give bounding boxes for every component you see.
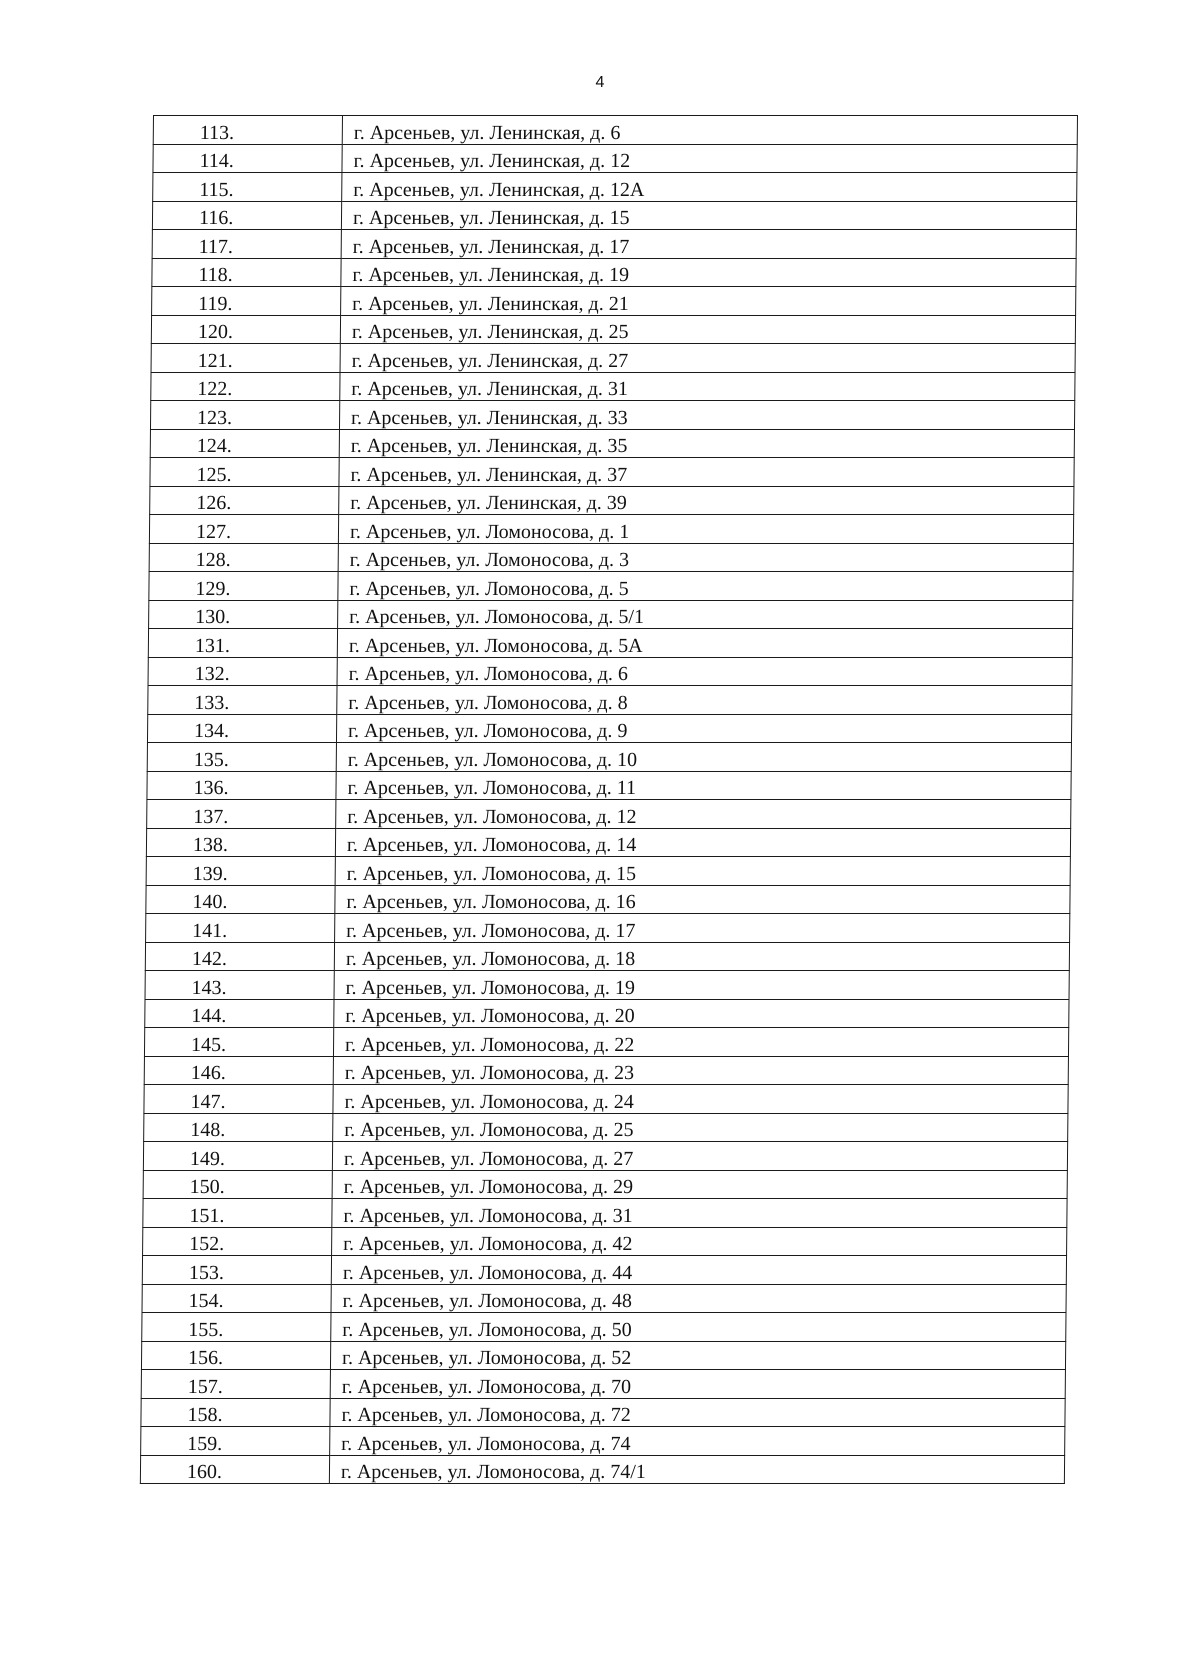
table-row — [145, 971, 1069, 1000]
address-text: г. Арсеньев, ул. Ломоносова, д. 24 — [344, 1090, 634, 1113]
row-number: 120. — [197, 321, 234, 343]
row-number: 134. — [193, 720, 230, 742]
table-row — [142, 1313, 1066, 1342]
row-number-cell — [149, 543, 338, 572]
row-number: 137. — [193, 805, 229, 828]
row-number-cell — [149, 572, 338, 601]
address-text: г. Арсеньев, ул. Ленинская, д. 6 — [353, 121, 621, 144]
table-row — [145, 942, 1069, 971]
address-text: г. Арсеньев, ул. Ломоносова, д. 10 — [347, 748, 638, 771]
address-text: г. Арсеньев, ул. Ленинская, д. 12А — [353, 178, 645, 201]
row-number: 129. — [195, 577, 231, 600]
row-number-cell — [153, 116, 342, 145]
table-row — [145, 999, 1069, 1028]
row-number: 145. — [190, 1033, 227, 1056]
row-number: 158. — [187, 1404, 223, 1426]
table-row — [148, 686, 1072, 715]
address-cell — [338, 600, 1073, 629]
row-number: 141. — [192, 919, 228, 942]
row-number-cell — [145, 971, 334, 1000]
address-cell — [342, 116, 1077, 145]
row-number-cell — [146, 914, 335, 943]
address-cell — [336, 800, 1071, 829]
address-cell — [334, 942, 1069, 971]
table-row — [144, 1028, 1068, 1057]
table-row — [143, 1142, 1067, 1171]
address-text: г. Арсеньев, ул. Ленинская, д. 12 — [353, 150, 631, 172]
row-number: 131. — [194, 634, 231, 657]
row-number: 147. — [190, 1090, 226, 1113]
address-text: г. Арсеньев, ул. Ломоносова, д. 19 — [345, 976, 636, 999]
row-number: 155. — [188, 1318, 224, 1341]
address-text: г. Арсеньев, ул. Ломоносова, д. 52 — [341, 1347, 632, 1369]
address-text: г. Арсеньев, ул. Ломоносова, д. 3 — [349, 549, 630, 571]
address-cell — [341, 201, 1076, 230]
table-row — [146, 857, 1070, 886]
address-cell — [341, 258, 1076, 287]
row-number: 115. — [199, 178, 234, 201]
row-number: 139. — [192, 862, 228, 885]
address-text: г. Арсеньев, ул. Ломоносова, д. 9 — [347, 720, 628, 742]
row-number-cell — [148, 629, 337, 658]
table-row — [142, 1284, 1066, 1313]
address-text: г. Арсеньев, ул. Ломоносова, д. 16 — [346, 891, 636, 913]
row-number: 113. — [199, 121, 235, 144]
address-cell — [342, 144, 1077, 173]
address-text: г. Арсеньев, ул. Ломоносова, д. 18 — [345, 948, 636, 970]
address-cell — [340, 372, 1075, 401]
address-text: г. Арсеньев, ул. Ломоносова, д. 74 — [341, 1432, 631, 1455]
row-number: 132. — [194, 663, 230, 685]
row-number-cell — [142, 1313, 331, 1342]
address-text: г. Арсеньев, ул. Ломоносова, д. 22 — [344, 1033, 635, 1056]
table-row — [152, 230, 1076, 259]
table-row — [150, 458, 1074, 487]
row-number: 146. — [190, 1062, 226, 1084]
row-number: 124. — [196, 435, 232, 457]
row-number-cell — [150, 486, 339, 515]
address-cell — [339, 429, 1074, 458]
address-cell — [331, 1256, 1066, 1285]
address-text: г. Арсеньев, ул. Ломоносова, д. 11 — [347, 777, 637, 799]
address-cell — [332, 1142, 1067, 1171]
table-row — [147, 714, 1071, 743]
address-text: г. Арсеньев, ул. Ломоносова, д. 25 — [344, 1119, 634, 1141]
row-number-cell — [144, 1085, 333, 1114]
address-cell — [340, 344, 1075, 373]
address-cell — [337, 629, 1072, 658]
address-text: г. Арсеньев, ул. Ломоносова, д. 12 — [347, 805, 637, 828]
row-number: 121. — [197, 349, 233, 372]
table-row — [143, 1199, 1067, 1228]
address-text: г. Арсеньев, ул. Ленинская, д. 39 — [350, 492, 627, 514]
row-number: 150. — [189, 1176, 225, 1198]
address-text: г. Арсеньев, ул. Ленинская, д. 31 — [351, 378, 629, 400]
address-text: г. Арсеньев, ул. Ленинская, д. 21 — [352, 292, 629, 315]
address-cell — [333, 1028, 1068, 1057]
address-cell — [339, 458, 1074, 487]
row-number: 157. — [187, 1375, 223, 1398]
row-number-cell — [143, 1227, 332, 1256]
row-number-cell — [140, 1455, 329, 1484]
address-cell — [333, 1085, 1068, 1114]
row-number: 149. — [189, 1147, 226, 1170]
address-cell — [339, 486, 1074, 515]
table-row — [152, 258, 1076, 287]
row-number-cell — [150, 458, 339, 487]
table-row — [147, 743, 1071, 772]
address-cell — [337, 686, 1072, 715]
address-text: г. Арсеньев, ул. Ломоносова, д. 5 — [349, 577, 629, 600]
table-row — [143, 1227, 1067, 1256]
table-row — [150, 486, 1074, 515]
table-row — [143, 1170, 1067, 1199]
table-row — [151, 315, 1075, 344]
row-number-cell — [152, 287, 341, 316]
row-number: 159. — [187, 1432, 223, 1455]
table-row — [153, 173, 1077, 202]
address-text: г. Арсеньев, ул. Ленинская, д. 33 — [350, 406, 628, 429]
table-row — [141, 1427, 1065, 1456]
address-cell — [333, 1113, 1068, 1142]
address-table — [140, 115, 1078, 1484]
row-number: 116. — [198, 207, 234, 229]
address-cell — [330, 1370, 1065, 1399]
table-row — [151, 344, 1075, 373]
row-number-cell — [151, 315, 340, 344]
address-cell — [336, 743, 1071, 772]
address-text: г. Арсеньев, ул. Ломоносова, д. 74/1 — [340, 1461, 646, 1483]
address-text: г. Арсеньев, ул. Ленинская, д. 37 — [350, 463, 628, 486]
address-text: г. Арсеньев, ул. Ленинская, д. 19 — [352, 264, 630, 286]
row-number-cell — [152, 230, 341, 259]
row-number-cell — [144, 1113, 333, 1142]
address-cell — [331, 1313, 1066, 1342]
row-number: 127. — [195, 520, 232, 543]
row-number-cell — [142, 1256, 331, 1285]
row-number: 125. — [196, 463, 232, 486]
row-number-cell — [153, 173, 342, 202]
row-number: 117. — [198, 235, 234, 258]
row-number-cell — [148, 686, 337, 715]
row-number: 138. — [192, 834, 229, 856]
row-number: 123. — [196, 406, 233, 429]
address-cell — [332, 1227, 1067, 1256]
row-number: 114. — [199, 150, 234, 172]
table-row — [149, 543, 1073, 572]
address-text: г. Арсеньев, ул. Ломоносова, д. 20 — [345, 1005, 635, 1027]
table-row — [151, 372, 1075, 401]
row-number: 130. — [195, 606, 231, 628]
row-number-cell — [141, 1341, 330, 1370]
table-row — [141, 1398, 1065, 1427]
address-cell — [330, 1427, 1065, 1456]
address-text: г. Арсеньев, ул. Ломоносова, д. 50 — [342, 1318, 632, 1341]
row-number: 142. — [191, 948, 228, 970]
address-cell — [336, 714, 1071, 743]
address-cell — [335, 828, 1070, 857]
address-cell — [338, 543, 1073, 572]
row-number-cell — [143, 1142, 332, 1171]
row-number: 122. — [197, 378, 233, 400]
address-text: г. Арсеньев, ул. Ломоносова, д. 27 — [343, 1147, 634, 1170]
table-row — [149, 515, 1073, 544]
address-text: г. Арсеньев, ул. Ломоносова, д. 6 — [348, 663, 629, 685]
row-number-cell — [141, 1370, 330, 1399]
table-row — [144, 1113, 1068, 1142]
row-number: 135. — [193, 748, 229, 771]
row-number-cell — [151, 372, 340, 401]
table-row — [140, 1455, 1064, 1484]
address-text: г. Арсеньев, ул. Ломоносова, д. 29 — [343, 1176, 634, 1198]
address-cell — [338, 515, 1073, 544]
table-row — [142, 1256, 1066, 1285]
address-cell — [334, 971, 1069, 1000]
row-number-cell — [153, 144, 342, 173]
address-text: г. Арсеньев, ул. Ломоносова, д. 31 — [343, 1204, 633, 1227]
address-table-container — [140, 115, 1078, 1484]
table-row — [144, 1085, 1068, 1114]
row-number-cell — [141, 1398, 330, 1427]
address-cell — [330, 1398, 1065, 1427]
row-number: 140. — [192, 891, 228, 913]
row-number: 153. — [188, 1261, 224, 1284]
address-cell — [335, 885, 1070, 914]
address-cell — [333, 1056, 1068, 1085]
address-text: г. Арсеньев, ул. Ломоносова, д. 72 — [341, 1404, 631, 1426]
address-cell — [339, 401, 1074, 430]
address-cell — [341, 230, 1076, 259]
row-number: 154. — [188, 1290, 224, 1312]
row-number-cell — [143, 1170, 332, 1199]
row-number: 136. — [193, 777, 229, 799]
table-row — [152, 201, 1076, 230]
address-text: г. Арсеньев, ул. Ломоносова, д. 1 — [349, 520, 630, 543]
address-cell — [332, 1170, 1067, 1199]
address-cell — [338, 572, 1073, 601]
address-text: г. Арсеньев, ул. Ленинская, д. 35 — [350, 435, 628, 457]
address-text: г. Арсеньев, ул. Ленинская, д. 17 — [352, 235, 630, 258]
table-row — [148, 657, 1072, 686]
table-row — [147, 800, 1071, 829]
address-text: г. Арсеньев, ул. Ломоносова, д. 48 — [342, 1290, 633, 1312]
address-cell — [331, 1284, 1066, 1313]
row-number-cell — [145, 942, 334, 971]
table-row — [146, 885, 1070, 914]
address-table-body — [140, 116, 1077, 1484]
row-number: 126. — [196, 492, 232, 514]
row-number-cell — [148, 657, 337, 686]
row-number-cell — [147, 800, 336, 829]
row-number: 156. — [187, 1347, 224, 1369]
address-text: г. Арсеньев, ул. Ломоносова, д. 8 — [348, 691, 628, 714]
address-text: г. Арсеньев, ул. Ломоносова, д. 44 — [342, 1261, 633, 1284]
address-cell — [337, 657, 1072, 686]
address-cell — [336, 771, 1071, 800]
address-cell — [329, 1455, 1064, 1484]
table-row — [144, 1056, 1068, 1085]
table-row — [148, 629, 1072, 658]
row-number: 143. — [191, 976, 227, 999]
row-number-cell — [150, 401, 339, 430]
table-row — [149, 600, 1073, 629]
row-number-cell — [149, 515, 338, 544]
address-text: г. Арсеньев, ул. Ломоносова, д. 14 — [346, 834, 637, 856]
address-cell — [335, 857, 1070, 886]
row-number: 160. — [186, 1461, 223, 1483]
row-number-cell — [147, 714, 336, 743]
table-row — [146, 914, 1070, 943]
row-number: 148. — [190, 1119, 226, 1141]
table-row — [141, 1370, 1065, 1399]
table-row — [141, 1341, 1065, 1370]
address-cell — [334, 999, 1069, 1028]
table-row — [147, 771, 1071, 800]
address-text: г. Арсеньев, ул. Ломоносова, д. 15 — [346, 862, 637, 885]
row-number-cell — [147, 771, 336, 800]
address-text: г. Арсеньев, ул. Ленинская, д. 27 — [351, 349, 629, 372]
row-number-cell — [141, 1427, 330, 1456]
row-number: 119. — [198, 292, 233, 315]
row-number-cell — [144, 1056, 333, 1085]
address-text: г. Арсеньев, ул. Ломоносова, д. 5А — [348, 634, 643, 657]
address-text: г. Арсеньев, ул. Ломоносова, д. 70 — [341, 1375, 632, 1398]
address-text: г. Арсеньев, ул. Ломоносова, д. 17 — [346, 919, 636, 942]
address-text: г. Арсеньев, ул. Ломоносова, д. 42 — [343, 1233, 633, 1255]
row-number-cell — [147, 743, 336, 772]
address-cell — [340, 315, 1075, 344]
row-number-cell — [143, 1199, 332, 1228]
table-row — [150, 429, 1074, 458]
table-row — [149, 572, 1073, 601]
row-number: 151. — [189, 1204, 225, 1227]
table-row — [153, 144, 1077, 173]
row-number-cell — [144, 1028, 333, 1057]
address-text: г. Арсеньев, ул. Ленинская, д. 25 — [351, 321, 629, 343]
row-number: 152. — [189, 1233, 225, 1255]
row-number-cell — [150, 429, 339, 458]
address-cell — [332, 1199, 1067, 1228]
row-number-cell — [151, 344, 340, 373]
table-row — [153, 116, 1077, 145]
row-number: 118. — [198, 264, 233, 286]
row-number-cell — [146, 828, 335, 857]
row-number-cell — [152, 258, 341, 287]
address-cell — [330, 1341, 1065, 1370]
row-number-cell — [145, 999, 334, 1028]
address-text: г. Арсеньев, ул. Ломоносова, д. 23 — [344, 1062, 635, 1084]
row-number: 144. — [191, 1005, 227, 1027]
table-row — [146, 828, 1070, 857]
row-number-cell — [152, 201, 341, 230]
row-number: 133. — [194, 691, 230, 714]
table-row — [152, 287, 1076, 316]
address-cell — [341, 287, 1076, 316]
row-number-cell — [146, 857, 335, 886]
address-cell — [335, 914, 1070, 943]
page-number: 4 — [595, 74, 605, 91]
address-cell — [342, 173, 1077, 202]
address-text: г. Арсеньев, ул. Ломоносова, д. 5/1 — [349, 606, 645, 628]
row-number-cell — [146, 885, 335, 914]
row-number: 128. — [195, 549, 231, 571]
row-number-cell — [142, 1284, 331, 1313]
row-number-cell — [149, 600, 338, 629]
table-row — [150, 401, 1074, 430]
address-text: г. Арсеньев, ул. Ленинская, д. 15 — [352, 207, 630, 229]
